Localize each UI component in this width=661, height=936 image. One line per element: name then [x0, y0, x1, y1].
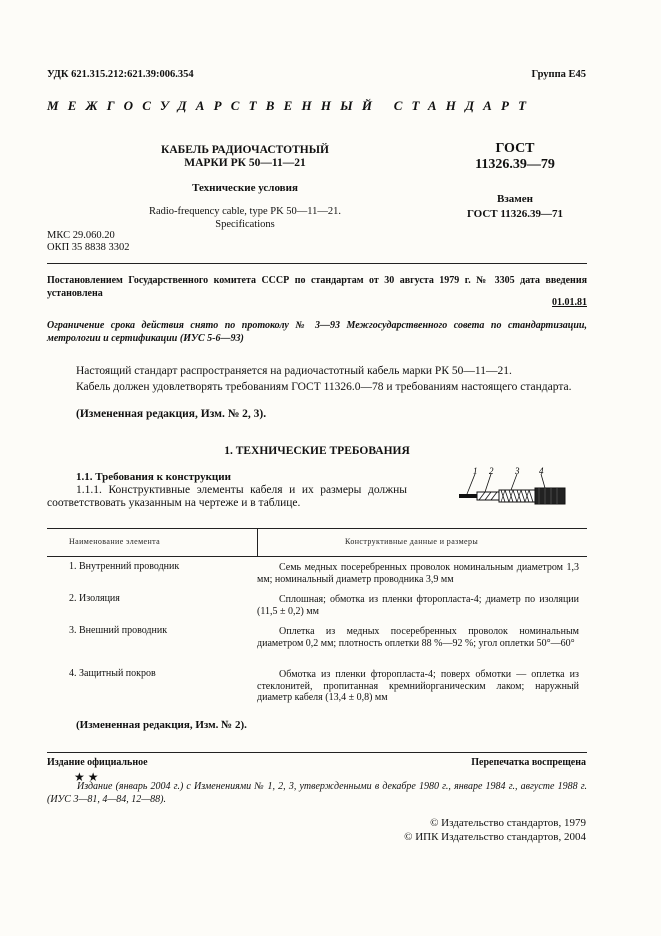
- drawing-label-4: 4: [539, 466, 544, 476]
- intro-paragraph-2: Кабель должен удовлетворять требованиям ГОСТ 11326.0—78 и требованиям настоящего стандарта.: [76, 381, 572, 393]
- classification-codes: [47, 230, 130, 254]
- table-row-desc: Оплетка из медных посеребренных проволок номинальным диаметром 0,2 мм; плотность оплетки 88 %—92 %; угол оплетки 50°—60°: [257, 626, 579, 649]
- replace-value: ГОСТ 11326.39—71: [466, 208, 564, 220]
- table-header-border: [47, 556, 587, 557]
- table-header-element: Наименование элемента: [69, 537, 161, 546]
- group-code: Группа Е45: [531, 69, 586, 80]
- copyright-1979: © Издательство стандартов, 1979: [430, 817, 586, 829]
- drawing-label-1: 1: [473, 466, 478, 476]
- drawing-label-2: 2: [489, 466, 494, 476]
- subsection-text: 1.1.1. Конструктивные элементы кабеля и их размеры должны соответствовать указанным на чертеже и в таблице.: [47, 484, 407, 509]
- english-title-line-2: Specifications: [215, 219, 275, 230]
- reprint-prohibited-label: Перепечатка воспрещена: [471, 757, 586, 768]
- english-title: [120, 205, 370, 231]
- table-row-desc: Семь медных посеребренных проволок номинальным диаметром 1,3 мм; номинальный диаметр проводника 3,9 мм: [257, 562, 579, 585]
- edition-note: Издание (январь 2004 г.) с Изменениями № 1, 2, 3, утвержденными в декабре 1980 г., январе 1984 г., августе 1988 г. (ИУС 3—81, 4—84, 12—88).: [47, 781, 587, 805]
- table-column-divider: [257, 528, 258, 556]
- standard-banner: МЕЖГОСУДАРСТВЕННЫЙ СТАНДАРТ: [47, 98, 536, 113]
- title-line-2: МАРКИ РК 50—11—21: [184, 157, 306, 169]
- gost-number: 11326.39—79: [475, 157, 555, 172]
- cable-body: [459, 488, 565, 504]
- decree-text: Постановлением Государственного комитета СССР по стандартам от 30 августа 1979 г. № 3305 дата введения установлена: [47, 275, 587, 299]
- table-row-name: 3. Внешний проводник: [69, 625, 168, 636]
- effective-date: 01.01.81: [552, 297, 587, 308]
- copyright-2004: © ИПК Издательство стандартов, 2004: [404, 831, 586, 843]
- table-revision-note: (Измененная редакция, Изм. № 2).: [76, 719, 247, 731]
- divider: [47, 263, 587, 264]
- document-subtitle: Технические условия: [192, 182, 298, 194]
- mks-code: МКС 29.060.20: [47, 230, 115, 241]
- section-title: 1. ТЕХНИЧЕСКИЕ ТРЕБОВАНИЯ: [224, 445, 410, 457]
- english-title-line-1: Radio-frequency cable, type PK 50—11—21.: [148, 206, 342, 217]
- table-row-name: 1. Внутренний проводник: [69, 561, 180, 572]
- table-header-data: Конструктивные данные и размеры: [345, 537, 479, 546]
- table-row-name: 4. Защитный покров: [69, 668, 156, 679]
- gost-number-block: [450, 141, 580, 173]
- table-row-desc: Сплошная; обмотка из пленки фторопласта-4; диаметр по изоляции (11,5 ± 0,2) мм: [257, 594, 579, 617]
- limit-text: Ограничение срока действия снято по протоколу № 3—93 Межгосударственного совета по стандартизации, метрологии и сертификации (ИУС 5-6—93): [47, 320, 587, 344]
- intro-revision: (Измененная редакция, Изм. № 2, 3).: [76, 408, 267, 420]
- table-top-border: [47, 528, 587, 529]
- official-edition-label: Издание официальное: [47, 757, 148, 768]
- title-line-1: КАБЕЛЬ РАДИОЧАСТОТНЫЙ: [161, 144, 329, 156]
- drawing-label-3: 3: [515, 466, 520, 476]
- stars-mark: ★ ★: [74, 770, 99, 784]
- document-title: [120, 144, 370, 170]
- gost-label: ГОСТ: [495, 141, 535, 156]
- subsection-title: 1.1. Требования к конструкции: [76, 471, 231, 483]
- replace-label: Взамен: [497, 193, 533, 205]
- table-row-desc: Обмотка из пленки фторопласта-4; поверх обмотки — оплетка из стеклонитей, пропитанная кремнийорганическим лаком; наружный диаметр кабеля (13,4 ± 0,8) мм: [257, 669, 579, 703]
- cable-drawing: [455, 466, 575, 512]
- okp-code: ОКП 35 8838 3302: [47, 242, 130, 253]
- intro-paragraph-1: Настоящий стандарт распространяется на радиочастотный кабель марки РК 50—11—21.: [76, 365, 512, 377]
- footer-divider: [47, 752, 587, 753]
- table-row-name: 2. Изоляция: [69, 593, 120, 604]
- udk-code: УДК 621.315.212:621.39:006.354: [47, 69, 194, 80]
- replace-block: [450, 192, 580, 222]
